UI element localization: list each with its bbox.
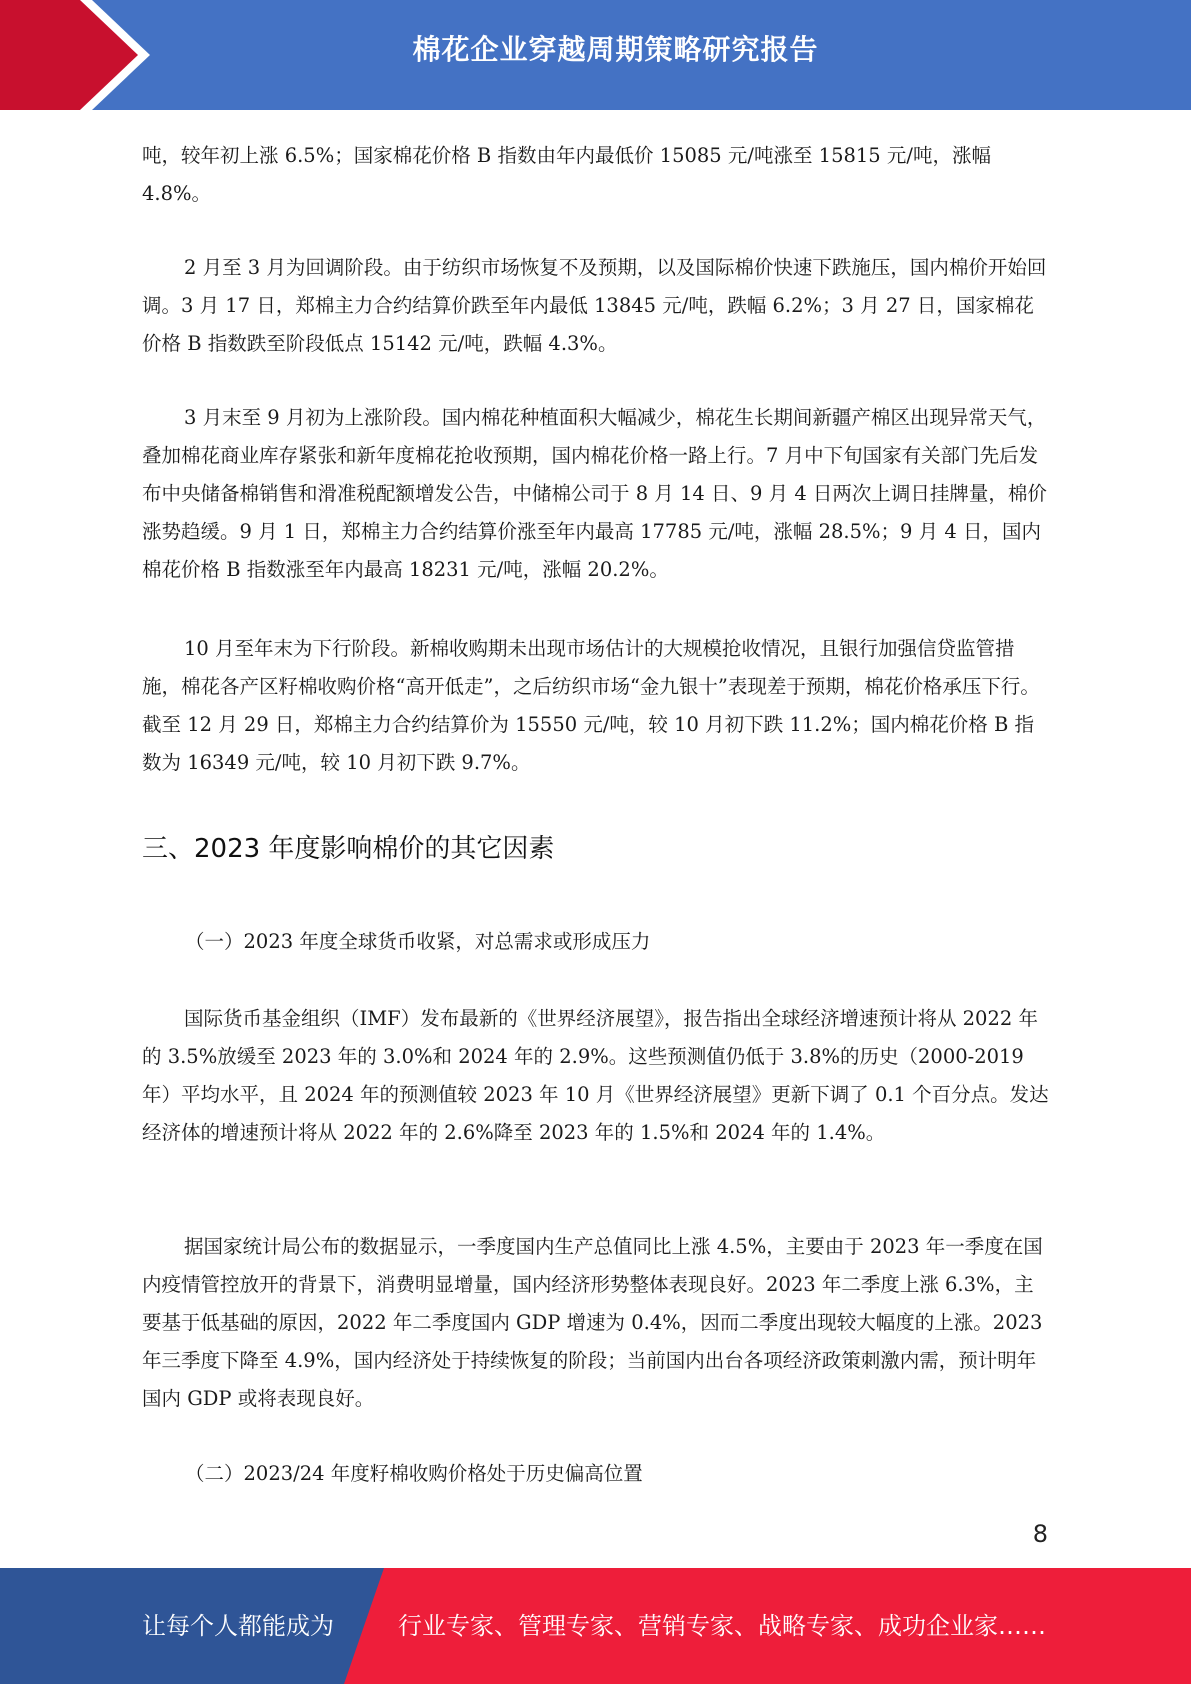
paragraph-6: 据国家统计局公布的数据显示，一季度国内生产总值同比上涨 4.5%，主要由于 2023 年一季度在国内疫情管控放开的背景下，消费明显增量，国内经济形势整体表现良好。2023 年二季度上涨 6.3%，主要基于低基础的原因，2022 年二季度国内 GDP 增速为 0.4%，因而二季度出现较大幅度的上涨。2023 年三季度下降至 4.9%，国内经济处于持续恢复的阶段；当前国内出台各项经济政策刺激内需，预计明年国内 GDP 或将表现良好。 [142, 1235, 1043, 1410]
page-header [0, 0, 1191, 110]
footer-slogan-right: 行业专家、管理专家、营销专家、战略专家、成功企业家…… [398, 1612, 1046, 1640]
paragraph-2: 2 月至 3 月为回调阶段。由于纺织市场恢复不及预期，以及国际棉价快速下跌施压，国内棉价开始回调。3 月 17 日，郑棉主力合约结算价跌至年内最低 13845 元/吨，跌幅 6.2%；3 月 27 日，国家棉花价格 B 指数跌至阶段低点 15142 元/吨，跌幅 4.3%。 [142, 256, 1047, 355]
paragraph-5: 国际货币基金组织（IMF）发布最新的《世界经济展望》，报告指出全球经济增速预计将从 2022 年的 3.5%放缓至 2023 年的 3.0%和 2024 年的 2.9%。这些预测值仍低于 3.8%的历史（2000-2019 年）平均水平，且 2024 年的预测值较 2023 年 10 月《世界经济展望》更新下调了 0.1 个百分点。发达经济体的增速预计将从 2022 年的 2.6%降至 2023 年的 1.5%和 2024 年的 1.4%。 [142, 1007, 1049, 1144]
subheading-1: （一）2023 年度全球货币收紧，对总需求或形成压力 [185, 930, 651, 953]
paragraph-1: 吨，较年初上涨 6.5%；国家棉花价格 B 指数由年内最低价 15085 元/吨涨至 15815 元/吨，涨幅 4.8%。 [142, 144, 991, 205]
paragraph-3: 3 月末至 9 月初为上涨阶段。国内棉花种植面积大幅减少，棉花生长期间新疆产棉区出现异常天气，叠加棉花商业库存紧张和新年度棉花抢收预期，国内棉花价格一路上行。7 月中下旬国家有关部门先后发布中央储备棉销售和滑准税配额增发公告，中储棉公司于 8 月 14 日、9 月 4 日两次上调日挂牌量，棉价涨势趋缓。9 月 1 日，郑棉主力合约结算价涨至年内最高 17785 元/吨，涨幅 28.5%；9 月 4 日，国内棉花价格 B 指数涨至年内最高 18231 元/吨，涨幅 20.2%。 [142, 406, 1047, 581]
document-title: 棉花企业穿越周期策略研究报告 [412, 33, 819, 66]
section-heading: 三、2023 年度影响棉价的其它因素 [142, 834, 555, 864]
subheading-2: （二）2023/24 年度籽棉收购价格处于历史偏高位置 [185, 1462, 643, 1485]
paragraph-4: 10 月至年末为下行阶段。新棉收购期未出现市场估计的大规模抢收情况，且银行加强信贷监管措施，棉花各产区籽棉收购价格“高开低走”，之后纺织市场“金九银十”表现差于预期，棉花价格承压下行。截至 12 月 29 日，郑棉主力合约结算价为 15550 元/吨，较 10 月初下跌 11.2%；国内棉花价格 B 指数为 16349 元/吨，较 10 月初下跌 9.7%。 [142, 637, 1040, 774]
page-number: 8 [1032, 1520, 1048, 1548]
page-footer [0, 1568, 1191, 1684]
footer-slogan-left: 让每个人都能成为 [142, 1612, 334, 1640]
